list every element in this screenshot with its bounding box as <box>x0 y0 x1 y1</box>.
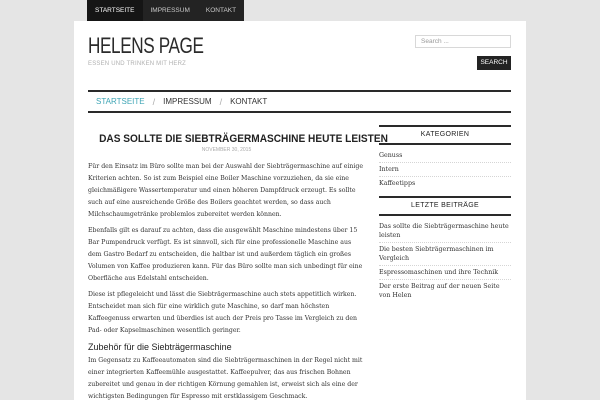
recent-posts-widget-title: LETZTE BEITRÄGE <box>379 196 511 216</box>
category-link[interactable]: Kaffeetipps <box>379 180 416 187</box>
search-button[interactable]: SEARCH <box>477 56 511 70</box>
nav-separator: / <box>219 96 223 107</box>
sidebar <box>379 125 511 302</box>
top-menu-impressum[interactable]: IMPRESSUM <box>150 7 190 14</box>
post-subheading: Zubehör für die Siebträgermaschine <box>88 342 232 352</box>
post-paragraph: Diese ist pflegeleicht und lässt die Siebträgermaschine auch stets appetitlich wirken. Entscheidet man sich für eine wirklich gute Maschine, so darf man höchsten Kaffeegenuss erwarten und überdies ist auch der Preis pro Tasse im Vergleich zu den Pad- oder Kapselmaschinen wesentlich geringer. <box>88 291 358 334</box>
categories-list <box>379 149 511 190</box>
recent-post-link[interactable]: Die besten Siebträgermaschinen im Vergleich <box>379 243 511 266</box>
nav-separator: / <box>152 96 156 107</box>
post-title[interactable]: DAS SOLLTE DIE SIEBTRÄGERMASCHINE HEUTE LEISTEN <box>99 133 388 145</box>
recent-post-link[interactable]: Der erste Beitrag auf der neuen Seite von Helen <box>379 283 500 299</box>
site-title[interactable]: HELENS PAGE <box>88 33 204 58</box>
nav-impressum[interactable]: IMPRESSUM <box>163 97 212 106</box>
post-paragraph: Im Gegensatz zu Kaffeeautomaten sind die Siebträgermaschinen in der Regel nicht mit einer integrierten Kaffeemühle ausgestattet. Kaffeepulver, das aus frischen Bohnen zubereitet und genau in der richtigen Körnung gemahlen ist, erweist sich als eine der wichtigsten Bedingungen für Espresso mit erstklassigem Geschmack. <box>88 357 363 400</box>
post-paragraph: Für den Einsatz im Büro sollte man bei der Auswahl der Siebträgermaschine auf einige Kriterien achten. So ist zum Beispiel eine Boiler Maschine vorzuziehen, da sie eine gleichmäßigere Wassertemperatur und einen höheren Dampfdruck erzeugt. Es sollte such auf eine ausreichende Größe des Boilers geachtet werden, so dass auch Milchschaumgetränke problemlos zubereitet werden können. <box>88 163 364 218</box>
post-content <box>88 161 365 400</box>
top-menu <box>87 0 244 21</box>
recent-post-link[interactable]: Espressomaschinen und ihre Technik <box>379 266 511 280</box>
recent-post-link[interactable]: Das sollte die Siebträgermaschine heute leisten <box>379 220 511 243</box>
nav-startseite[interactable]: STARTSEITE <box>96 97 145 106</box>
top-menu-startseite[interactable]: STARTSEITE <box>87 0 143 21</box>
recent-posts-list <box>379 220 511 302</box>
post-paragraph: Ebenfalls gilt es darauf zu achten, dass die ausgewählt Maschine mindestens über 15 Bar Pumpendruck verfügt. Es ist sinnvoll, sich für eine professionelle Maschine aus dem Gastro Bedarf zu entscheiden, die haltbar ist und außerdem täglich ein großes Volumen von Kaffee produzieren kann. Für das Büro sollte man sich unbedingt für eine Oberfläche aus Edelstahl entscheiden. <box>88 227 363 282</box>
post-date[interactable]: NOVEMBER 30, 2015 <box>201 147 252 153</box>
nav-kontakt[interactable]: KONTAKT <box>230 97 268 106</box>
site-tagline: ESSEN UND TRINKEN MIT HERZ <box>88 61 186 67</box>
top-menu-kontakt[interactable]: KONTAKT <box>205 7 237 14</box>
main-navigation <box>88 90 511 113</box>
categories-widget-title: KATEGORIEN <box>379 125 511 145</box>
search-input[interactable]: Search ... <box>415 35 511 48</box>
page-container <box>74 21 526 400</box>
category-link[interactable]: Intern <box>379 163 511 177</box>
category-link[interactable]: Genuss <box>379 149 511 163</box>
top-bar <box>0 0 600 21</box>
